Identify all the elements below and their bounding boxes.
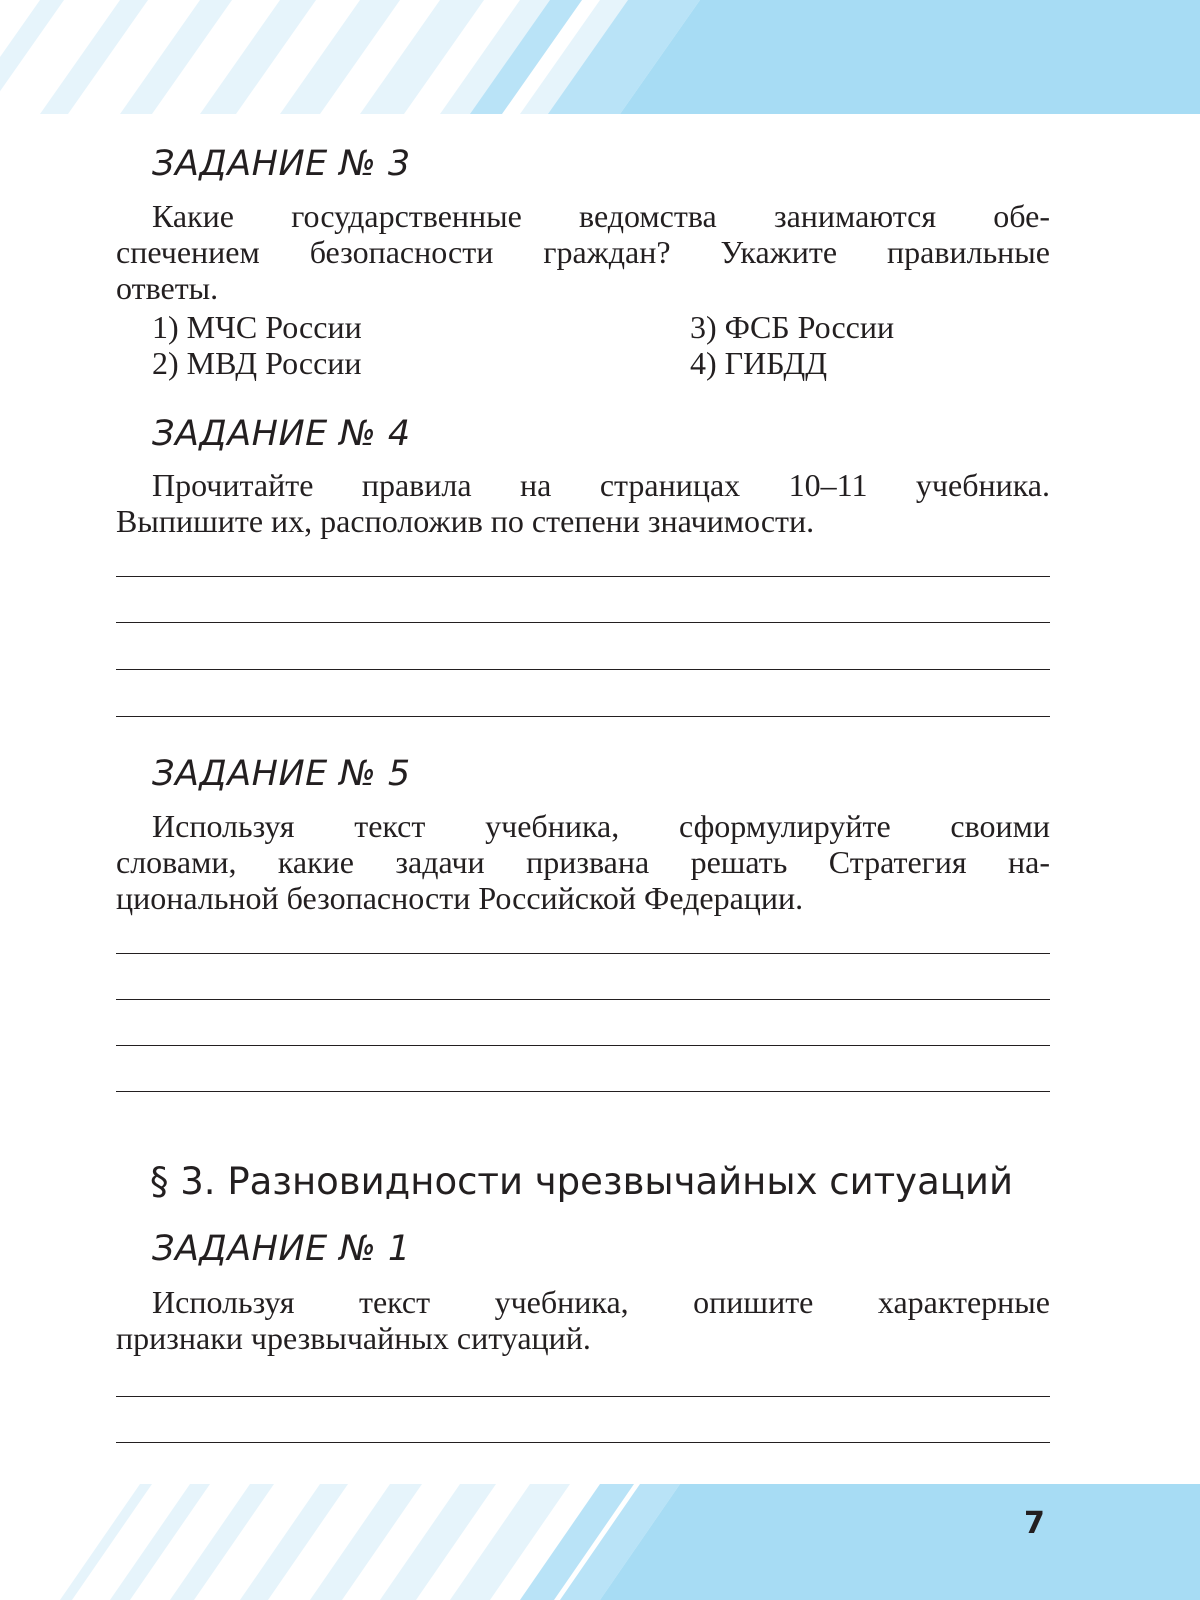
task-3-line-1: Какие государственные ведомства занимаются обе- [152, 198, 1050, 234]
task-3-line-2: спечением безопасности граждан? Укажите правильные [116, 234, 1050, 270]
task-4-line-1: Прочитайте правила на страницах 10–11 учебника. [152, 467, 1050, 503]
task-3-heading: ЗАДАНИЕ № 3 [152, 144, 411, 184]
answer-line[interactable] [116, 1045, 1050, 1046]
section-task-1-line-2: признаки чрезвычайных ситуаций. [116, 1320, 591, 1356]
task-3-option-1: 1) МЧС России [152, 309, 362, 345]
section-task-1-line-1: Используя текст учебника, опишите характерные [152, 1284, 1050, 1320]
answer-line[interactable] [116, 1442, 1050, 1443]
task-5-line-3: циональной безопасности Российской Федерации. [116, 880, 804, 916]
task-4-line-2: Выпишите их, расположив по степени значимости. [116, 503, 815, 539]
bottom-decorative-band [0, 1484, 1200, 1600]
task-5-line-1: Используя текст учебника, сформулируйте своими [152, 808, 1050, 844]
task-3-line-3: ответы. [116, 270, 219, 306]
task-5-heading: ЗАДАНИЕ № 5 [152, 754, 411, 794]
section-title: § 3. Разновидности чрезвычайных ситуаций [150, 1160, 1014, 1203]
answer-line[interactable] [116, 576, 1050, 577]
top-decorative-band [0, 0, 1200, 114]
bottom-stripes-graphic [0, 1484, 1200, 1600]
task-3-option-3: 3) ФСБ России [690, 309, 895, 345]
task-3-option-4: 4) ГИБДД [690, 345, 828, 381]
page-number: 7 [1024, 1506, 1045, 1541]
answer-line[interactable] [116, 669, 1050, 670]
answer-line[interactable] [116, 1396, 1050, 1397]
section-task-1-heading: ЗАДАНИЕ № 1 [152, 1229, 411, 1269]
top-stripes-graphic [0, 0, 1200, 114]
answer-line[interactable] [116, 622, 1050, 623]
task-3-option-2: 2) МВД России [152, 345, 362, 381]
answer-line[interactable] [116, 953, 1050, 954]
task-4-heading: ЗАДАНИЕ № 4 [152, 414, 411, 454]
task-5-text [116, 808, 1050, 916]
task-3-text [116, 198, 1050, 306]
answer-line[interactable] [116, 999, 1050, 1000]
task-5-line-2: словами, какие задачи призвана решать Стратегия на- [116, 844, 1050, 880]
answer-line[interactable] [116, 716, 1050, 717]
answer-line[interactable] [116, 1091, 1050, 1092]
task-4-text [116, 467, 1050, 539]
section-task-1-text [116, 1284, 1050, 1356]
